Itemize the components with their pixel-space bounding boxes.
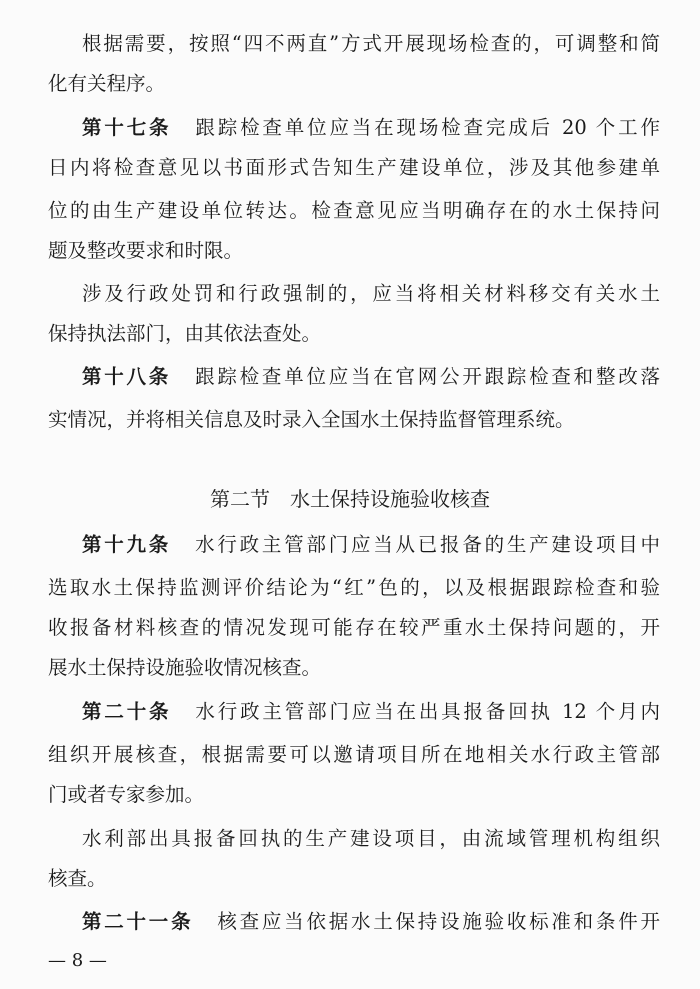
section-heading [0, 487, 700, 511]
paragraph-line: 日内将检查意见以书面形式告知生产建设单位，涉及其他参建单 [48, 156, 660, 179]
section-title: 水土保持设施验收核查 [290, 487, 490, 511]
paragraph-line: 核查。 [48, 867, 107, 890]
article-number: 第十九条 [82, 533, 172, 556]
paragraph-line: 化有关程序。 [48, 72, 166, 95]
paragraph-text: 跟踪检查单位应当在官网公开跟踪检查和整改落 [195, 365, 660, 388]
paragraph-text: 水行政主管部门应当从已报备的生产建设项目中 [195, 533, 660, 556]
paragraph-line: 水利部出具报备回执的生产建设项目，由流域管理机构组织 [82, 827, 660, 850]
article-21-first-line [82, 910, 660, 934]
article-number: 第十八条 [82, 365, 172, 388]
page-number: — 8 — [48, 950, 107, 971]
article-number: 第十七条 [82, 116, 172, 139]
article-20-first-line [82, 700, 660, 724]
paragraph-line: 根据需要，按照“四不两直”方式开展现场检查的，可调整和简 [82, 32, 660, 55]
article-17-first-line [82, 116, 660, 140]
section-number: 第二节 [210, 487, 270, 511]
article-number: 第二十一条 [82, 910, 194, 933]
paragraph-line: 实情况，并将相关信息及时录入全国水土保持监督管理系统。 [48, 408, 575, 431]
paragraph-text: 核查应当依据水土保持设施验收标准和条件开 [217, 910, 660, 933]
paragraph-line: 保持执法部门，由其依法查处。 [48, 322, 322, 345]
paragraph-line: 选取水土保持监测评价结论为“红”色的，以及根据跟踪检查和验 [48, 576, 660, 599]
paragraph-line: 涉及行政处罚和行政强制的，应当将相关材料移交有关水土 [82, 282, 660, 305]
paragraph-line: 组织开展核查，根据需要可以邀请项目所在地相关水行政主管部 [48, 743, 660, 766]
paragraph-line: 题及整改要求和时限。 [48, 239, 244, 262]
paragraph-line: 展水土保持设施验收情况核查。 [48, 656, 322, 679]
article-number: 第二十条 [82, 700, 172, 723]
article-19-first-line [82, 533, 660, 557]
paragraph-text: 水行政主管部门应当在出具报备回执 12 个月内 [195, 700, 660, 723]
paragraph-text: 跟踪检查单位应当在现场检查完成后 20 个工作 [195, 116, 660, 139]
article-18-first-line [82, 365, 660, 389]
paragraph-line: 位的由生产建设单位转达。检查意见应当明确存在的水土保持问 [48, 199, 660, 222]
paragraph-line: 收报备材料核查的情况发现可能存在较严重水土保持问题的，开 [48, 616, 660, 639]
paragraph-line: 门或者专家参加。 [48, 783, 205, 806]
